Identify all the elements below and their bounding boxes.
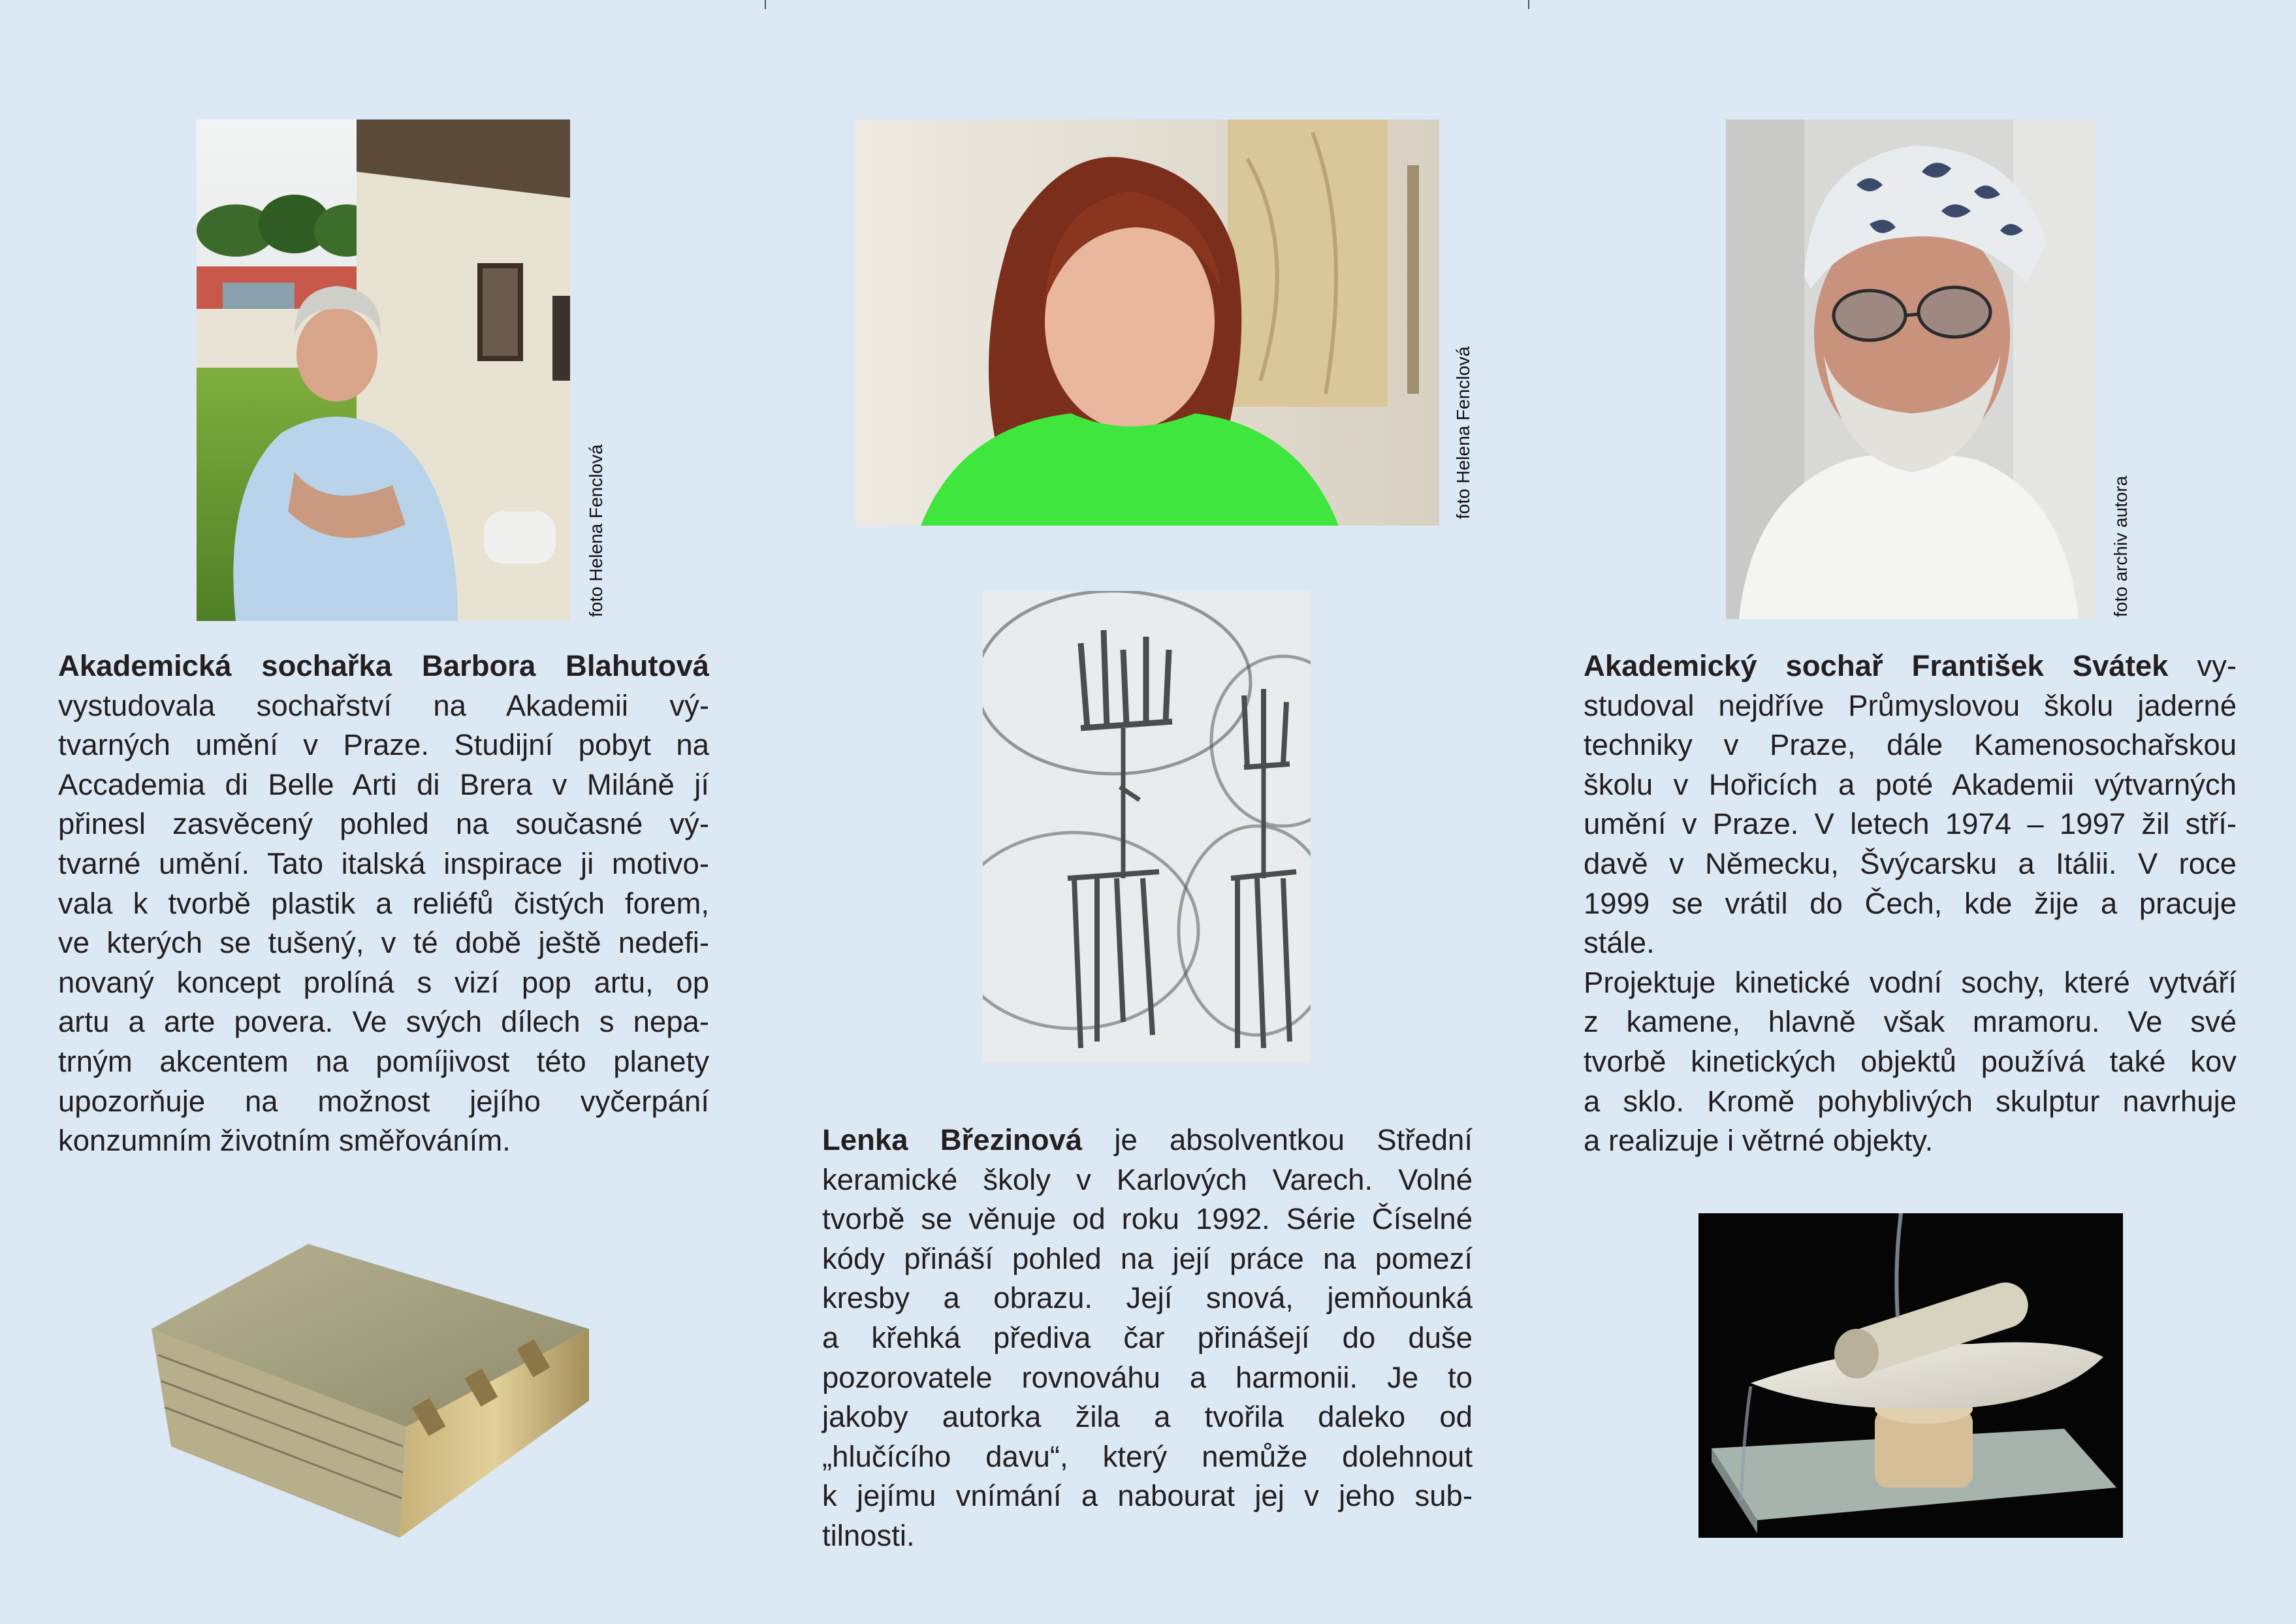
photo-credit-col1: foto Helena Fenclová [586, 444, 606, 617]
bio-line: tvarných umění v Praze. Studijní pobyt na [58, 728, 709, 762]
bio-line: a sklo. Kromě pohyblivých skulptur navrhuje [1584, 1084, 2237, 1118]
fold-mark-left [765, 0, 766, 9]
photo-credit-col2: foto Helena Fenclová [1453, 346, 1473, 519]
bio-line: školu v Hořicích a poté Akademii výtvarných [1584, 767, 2237, 801]
bio-line-rest: vy- [2168, 649, 2237, 682]
bio-line [1584, 646, 2237, 686]
bio-line: novaný koncept prolíná s vizí pop artu, op [58, 965, 709, 999]
bio-line: tvarné umění. Tato italská inspirace ji motivo- [58, 846, 709, 880]
bio-line: artu a arte povera. Ve svých dílech s nepa- [58, 1005, 709, 1039]
bio-line [58, 646, 709, 686]
bio-line: umění v Praze. V letech 1974 – 1997 žil stří- [1584, 807, 2237, 841]
bio-line: keramické školy v Karlových Varech. Volné [822, 1162, 1473, 1196]
portrait-frantisek-svatek [1726, 119, 2096, 619]
portrait-lenka-brezinova [855, 119, 1439, 526]
fold-mark-right [1528, 0, 1529, 9]
bio-line: kódy přináší pohled na její práce na pomezí [822, 1241, 1473, 1275]
artist-name: Lenka Březinová [822, 1123, 1083, 1156]
bio-line: studoval nejdříve Průmyslovou školu jaderné [1584, 688, 2237, 722]
bio-line [822, 1121, 1473, 1160]
bio-line: tvorbě se věnuje od roku 1992. Série Číselné [822, 1202, 1473, 1236]
bio-line: tilnosti. [822, 1518, 915, 1552]
portrait-barbora-blahutova [197, 119, 570, 621]
bio-line: přinesl zasvěcený pohled na současné vý- [58, 807, 709, 841]
bio-line: vala k tvorbě plastik a reliéfů čistých forem, [58, 886, 709, 920]
bio-line: kresby a obrazu. Její snová, jemňounká [822, 1281, 1473, 1315]
artwork-kinetic-water-sculpture [1698, 1213, 2123, 1538]
artist-name: Akademický sochař František Svátek [1584, 649, 2169, 682]
bio-line: „hlučícího davu“, který nemůže dolehnout [822, 1439, 1473, 1473]
artwork-stone-book [145, 1231, 596, 1544]
bio-line: 1999 se vrátil do Čech, kde žije a pracuje [1584, 886, 2237, 920]
bio-barbora-blahutova [58, 646, 709, 1161]
bio-line: k jejímu vnímání a nabourat jej v jeho sub- [822, 1479, 1473, 1513]
bio-line-rest: je absolventkou Střední [1082, 1123, 1473, 1156]
bio-line: techniky v Praze, dále Kamenosochařskou [1584, 728, 2237, 762]
artist-name: Akademická sochařka Barbora Blahutová [58, 649, 709, 682]
artwork-ciselne-kody-drawing [983, 591, 1311, 1062]
bio-line: davě v Německu, Švýcarsku a Itálii. V roce [1584, 846, 2237, 880]
bio-line: vystudovala sochařství na Akademii vý- [58, 688, 709, 722]
photo-credit-col3: foto archiv autora [2111, 475, 2131, 617]
bio-line: a křehká přediva čar přinášejí do duše [822, 1320, 1473, 1354]
bio-line: z kamene, hlavně však mramoru. Ve své [1584, 1005, 2237, 1039]
bio-line: upozorňuje na možnost jejího vyčerpání [58, 1084, 709, 1118]
bio-line: jakoby autorka žila a tvořila daleko od [822, 1400, 1473, 1434]
bio-line: Accademia di Belle Arti di Brera v Miláně jí [58, 767, 709, 801]
bio-line: Projektuje kinetické vodní sochy, které vytváří [1584, 965, 2237, 999]
bio-lenka-brezinova [822, 1121, 1473, 1556]
bio-line: tvorbě kinetických objektů používá také kov [1584, 1044, 2237, 1078]
bio-line: stále. [1584, 926, 1655, 960]
bio-line: konzumním životním směřováním. [58, 1124, 511, 1158]
bio-line: a realizuje i větrné objekty. [1584, 1124, 1934, 1158]
bio-frantisek-svatek [1584, 646, 2237, 1161]
bio-line: trným akcentem na pomíjivost této planety [58, 1044, 709, 1078]
bio-line: ve kterých se tušený, v té době ještě nedefi- [58, 926, 709, 960]
bio-line: pozorovatele rovnováhu a harmonii. Je to [822, 1360, 1473, 1394]
